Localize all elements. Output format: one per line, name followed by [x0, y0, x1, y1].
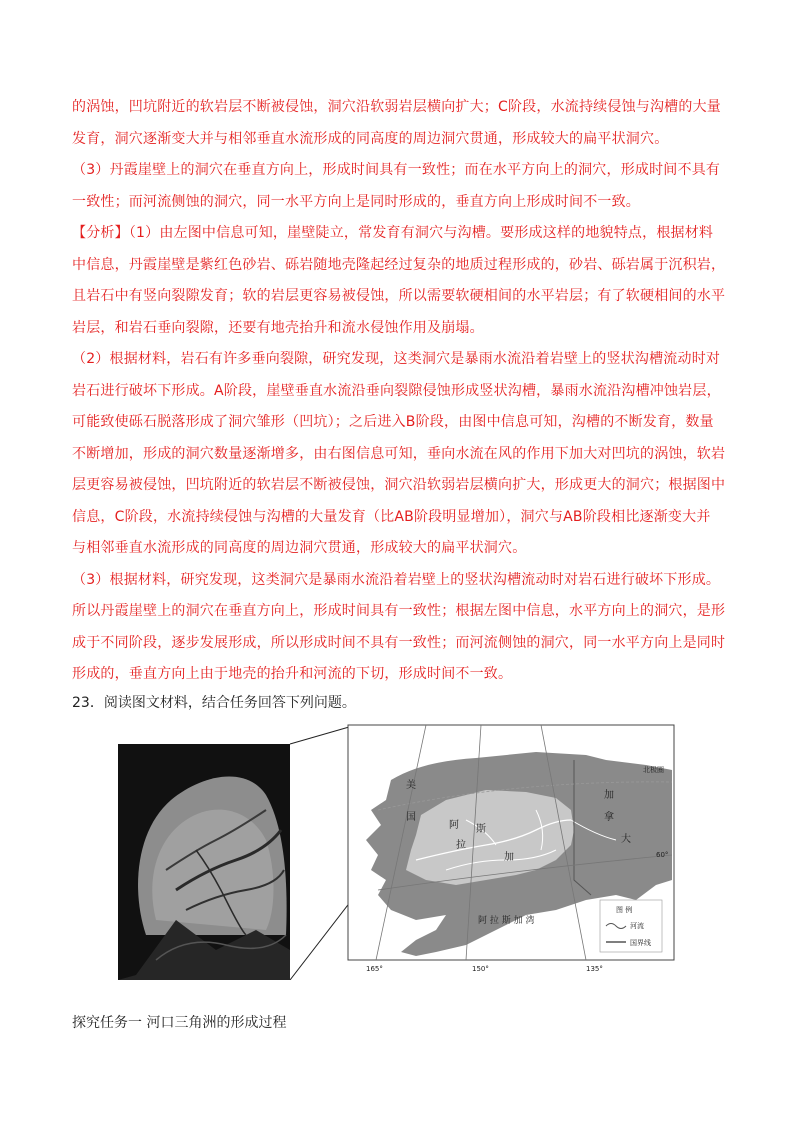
- text-line: 发育，洞穴逐渐变大并与相邻垂直水流形成的同高度的周边洞穴贯通，形成较大的扁平状洞穴。: [72, 130, 669, 147]
- map-label: 拉: [456, 840, 466, 851]
- text-line: （3）根据材料，研究发现，这类洞穴是暴雨水流沿着岩壁上的竖状沟槽流动时对岩石进行破坏下形成。: [72, 571, 721, 588]
- answer-continuation: [72, 92, 732, 218]
- text-line: 不断增加，形成的洞穴数量逐渐增多，由右图信息可知，垂向水流在风的作用下加大对凹坑的涡蚀，软岩: [72, 445, 726, 462]
- text-line: 且岩石中有竖向裂隙发育；软的岩层更容易被侵蚀，所以需要软硬相间的水平岩层；有了软硬相间的水平: [72, 288, 726, 304]
- map-label: 加: [604, 790, 614, 801]
- analysis-tag: 【分析】: [72, 225, 129, 241]
- map-label: 国: [406, 812, 416, 823]
- question-23: 23．阅读图文材料，结合任务回答下列问题。: [72, 695, 356, 711]
- map-label: 美: [406, 780, 416, 791]
- text-line: 形成的，垂直方向上由于地壳的抬升和河流的下切，形成时间不一致。: [72, 666, 513, 682]
- longitude-label: 165°: [366, 965, 383, 973]
- text-line: （3）丹霞崖壁上的洞穴在垂直方向上，形成时间具有一致性；而在水平方向上的洞穴，形成时间不具有: [72, 162, 721, 178]
- longitude-label: 135°: [586, 965, 603, 973]
- text-line: 与相邻垂直水流形成的同高度的周边洞穴贯通，形成较大的扁平状洞穴。: [72, 540, 527, 556]
- map-legend: [600, 900, 662, 952]
- text-line: 中信息，丹霞崖壁是紫红色砂岩、砾岩随地壳隆起经过复杂的地质过程形成的，砂岩、砾岩属于沉积岩，: [72, 256, 726, 273]
- map-label: 阿: [449, 820, 459, 831]
- text-line: 一致性；而河流侧蚀的洞穴，同一水平方向上是同时形成的，垂直方向上形成时间不一致。: [72, 193, 640, 210]
- analysis-section: [72, 218, 732, 691]
- task-heading: 探究任务一 河口三角洲的形成过程: [72, 1015, 287, 1031]
- map-label: 斯: [476, 824, 486, 835]
- legend-river: 河流: [630, 922, 644, 930]
- latitude-label: 60°: [656, 851, 669, 859]
- longitude-label: 150°: [472, 965, 489, 973]
- connector-line: [290, 725, 356, 744]
- gulf-label: 阿 拉 斯 加 湾: [478, 916, 535, 926]
- text-line: 岩层，和岩石垂向裂隙，还要有地壳抬升和流水侵蚀作用及崩塌。: [72, 319, 484, 336]
- text-line: 的涡蚀，凹坑附近的软岩层不断被侵蚀，洞穴沿软弱岩层横向扩大；C阶段，水流持续侵蚀与沟槽的大量: [72, 99, 721, 115]
- text-line: 所以丹霞崖壁上的洞穴在垂直方向上，形成时间具有一致性；根据左图中信息，水平方向上的洞穴，是形: [72, 603, 726, 619]
- text-line: [72, 218, 732, 250]
- map-label: 加: [504, 852, 514, 863]
- text-line: 成于不同阶段，逐步发展形成，所以形成时间不具有一致性；而河流侧蚀的洞穴，同一水平方向上是同时: [72, 634, 726, 651]
- legend-border: 国界线: [630, 939, 651, 947]
- figure-satellite-and-map: [116, 720, 694, 980]
- satellite-photo: [118, 744, 290, 980]
- arctic-circle-label: 北极圈: [643, 766, 664, 774]
- text-line: 信息，C阶段，水流持续侵蚀与沟槽的大量发育（比AB阶段明显增加），洞穴与AB阶段相比逐渐变大并: [72, 508, 711, 525]
- text-line: 可能致使砾石脱落形成了洞穴雏形（凹坑）；之后进入B阶段，由图中信息可知，沟槽的不断发育，数量: [72, 414, 714, 430]
- text-line: （2）根据材料，岩石有许多垂向裂隙，研究发现，这类洞穴是暴雨水流沿着岩壁上的竖状沟槽流动时对: [72, 351, 721, 367]
- legend-title: 图 例: [616, 906, 633, 914]
- text-line: 岩石进行破坏下形成。A阶段，崖壁垂直水流沿垂向裂隙侵蚀形成竖状沟槽，暴雨水流沿沟槽冲蚀岩层，: [72, 382, 721, 399]
- analysis-first-line: （1）由左图中信息可知，崖壁陡立，常发育有洞穴与沟槽。要形成这样的地貌特点，根据材料: [128, 225, 714, 241]
- map-label: 大: [621, 834, 631, 845]
- text-line: 层更容易被侵蚀，凹坑附近的软岩层不断被侵蚀，洞穴沿软弱岩层横向扩大，形成更大的洞穴；根据图中: [72, 477, 726, 493]
- map-label: 拿: [604, 812, 614, 823]
